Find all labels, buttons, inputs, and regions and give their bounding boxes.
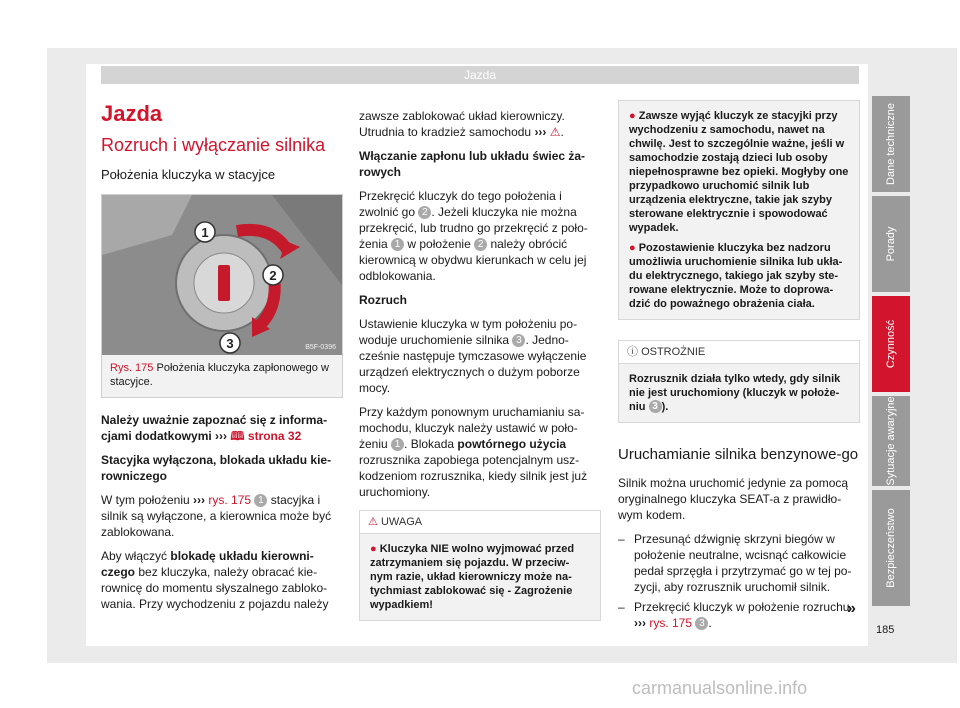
figure-caption bbox=[102, 355, 342, 397]
warning-header bbox=[360, 511, 600, 534]
caution-body bbox=[619, 364, 859, 422]
text: rozrusznika zapobiega potencjalnym usz-kodzeniom rozrusznika, kiedy silnik jest już uruchomiony. bbox=[359, 453, 588, 499]
list-text: . bbox=[708, 616, 712, 630]
heading-ignition: Włączanie zapłonu lub układu świec ża-rowych bbox=[359, 149, 586, 179]
para-restart bbox=[359, 404, 601, 500]
list-item bbox=[618, 599, 860, 631]
note-text: Należy uważnie zapoznać się z informa-cjami dodatkowymi bbox=[101, 413, 328, 443]
position-badge: 1 bbox=[254, 494, 267, 507]
dash: – bbox=[618, 532, 625, 546]
fig-ref-link[interactable]: rys. 175 bbox=[649, 616, 693, 630]
position-badge: 3 bbox=[512, 334, 525, 347]
see-also-note bbox=[101, 412, 341, 444]
position-badge: 2 bbox=[474, 238, 487, 251]
section-heading-petrol: Uruchamianie silnika benzynowe-go bbox=[618, 446, 859, 463]
para-continued: zawsze zablokować układ kierowniczy. Utrudnia to kradzież samochodu ››› ⚠. bbox=[359, 109, 565, 139]
arrows: ››› bbox=[634, 616, 646, 630]
text: zawsze zablokować układ kierowniczy. Utrudnia to kradzież samochodu bbox=[359, 109, 565, 139]
warning-text: Pozostawienie kluczyka bez nadzoru umożliwia uruchomienie silnika lub ukła-du elektrycznego, takiego jak szyby ste-rowane elektrycznie. Może to doprowa-dzić do poważnego obrażenia ciała. bbox=[629, 242, 843, 310]
text: Przekręcić kluczyk do tego położenia i zwolnić go bbox=[359, 189, 562, 219]
marker-2-label: 2 bbox=[269, 268, 277, 283]
column-3 bbox=[618, 100, 860, 635]
caution-header bbox=[619, 341, 859, 364]
text: . Jeżeli kluczyka nie można przekręcić, lub trudno go przekręcić z poło-żenia bbox=[359, 205, 588, 251]
para-lock bbox=[101, 492, 341, 540]
arrows: ››› bbox=[193, 493, 206, 507]
section-title: Rozruch i wyłączanie silnika bbox=[101, 135, 326, 155]
para-ignition bbox=[359, 188, 601, 284]
warning-box-continued bbox=[618, 100, 860, 320]
warning-text: Zawsze wyjąć kluczyk ze stacyjki przy wychodzeniu z samochodu, nawet na chwilę. Jest to szczególnie ważne, jeśli w samochodzie zostają dzieci lub osoby niepełnosprawne bez opieki. Mogłyby one przypadkowo uruchomić silnik lub urządzenia elektryczne, takie jak szyby sterowane elektrycznie i spowodować wypadek. bbox=[629, 110, 849, 234]
text: Ustawienie kluczyka w tym położeniu po-woduje uruchomienie silnika bbox=[359, 317, 578, 347]
tab-sytuacje-awaryjne[interactable] bbox=[872, 396, 910, 486]
tab-label: Dane techniczne bbox=[885, 103, 897, 185]
note-ref-link[interactable]: strona 32 bbox=[247, 429, 302, 443]
text: należy obrócić kierownicą w obydwu kierunkach w celu jej odblokowania. bbox=[359, 237, 587, 283]
figure-caption-text: Położenia kluczyka zapłonowego w stacyjce. bbox=[110, 362, 329, 388]
page-header: Jazda bbox=[101, 66, 859, 84]
text: . Blokada bbox=[404, 437, 455, 451]
bold-text: blokadę układu kierowni-czego bbox=[101, 549, 314, 579]
warning-triangle-icon: ⚠ bbox=[368, 516, 378, 528]
list-item bbox=[618, 531, 860, 595]
para-steering-lock bbox=[101, 548, 341, 612]
page-number: 185 bbox=[876, 624, 895, 636]
list-text: Przekręcić kluczyk w położenie rozruchu bbox=[634, 600, 850, 614]
text: . Jedno-cześnie następuje tymczasowe wyłączenie urządzeń elektrycznych o dużym poborze mocy. bbox=[359, 333, 587, 395]
ignition-diagram bbox=[102, 195, 342, 355]
subsection-title: Położenia kluczyka w stacyjce bbox=[101, 167, 276, 182]
list-text: Przesunąć dźwignię skrzyni biegów w położenie neutralne, wcisnąć całkowicie pedał sprzęgła i przytrzymać go w tej po-zycji, aby rozrusznik uruchomił silnik. bbox=[634, 532, 852, 594]
warning-box bbox=[359, 510, 601, 621]
tab-label: Bezpieczeństwo bbox=[885, 508, 897, 588]
marker-1-label: 1 bbox=[201, 225, 209, 240]
tab-czynnosc[interactable] bbox=[872, 296, 910, 392]
warning-text: Kluczyka NIE wolno wyjmować przed zatrzymaniem się pojazdu. W przeciw-nym razie, układ kierowniczy może na-tychmiast zablokować się - Zagrożenie wypadkiem! bbox=[370, 543, 575, 611]
tab-bezpieczenstwo[interactable] bbox=[872, 490, 910, 606]
continue-chevron: » bbox=[847, 600, 856, 617]
bullet-icon: ● bbox=[370, 543, 377, 555]
position-badge: 3 bbox=[695, 617, 708, 630]
text: w położenie bbox=[407, 237, 471, 251]
caution-text: ). bbox=[661, 401, 669, 413]
marker-3-label: 3 bbox=[226, 336, 234, 351]
warning-bullet-2 bbox=[629, 241, 849, 311]
figure-175 bbox=[101, 194, 343, 398]
position-badge: 1 bbox=[391, 438, 404, 451]
column-1 bbox=[101, 96, 341, 620]
text: W tym położeniu bbox=[101, 493, 190, 507]
text: Aby włączyć bbox=[101, 549, 168, 563]
caution-text: Rozrusznik działa tylko wtedy, gdy silnik nie jest uruchomiony (kluczyk w położe-niu bbox=[629, 373, 841, 413]
tab-label: Czynność bbox=[885, 319, 897, 369]
warning-triangle-icon: ⚠ bbox=[549, 125, 561, 139]
position-badge: 1 bbox=[391, 238, 404, 251]
bullet-icon: ● bbox=[629, 110, 636, 122]
fig-ref-link[interactable]: rys. 175 bbox=[208, 493, 252, 507]
caution-label: OSTROŻNIE bbox=[641, 346, 706, 358]
book-icon: 🕮 bbox=[230, 429, 245, 443]
caution-box bbox=[618, 340, 860, 423]
tab-label: Porady bbox=[885, 226, 897, 262]
para-heading-lock: Stacyjka wyłączona, blokada układu kie-rowniczego bbox=[101, 453, 332, 483]
column-2 bbox=[359, 108, 601, 621]
figure-ref: Rys. 175 bbox=[110, 362, 154, 374]
warning-bullet-1 bbox=[629, 109, 849, 235]
para-petrol: Silnik można uruchomić jedynie za pomocą oryginalnego kluczyka SEAT-a z prawidło-wym kodem. bbox=[618, 476, 849, 522]
warning-label: UWAGA bbox=[380, 516, 423, 528]
position-badge: 3 bbox=[649, 400, 662, 413]
text: Przy każdym ponownym uruchamianiu sa-mochodu, kluczyk należy ustawić w poło-żeniu bbox=[359, 405, 585, 451]
note-arrows: ››› bbox=[215, 429, 228, 443]
arrows: ››› bbox=[534, 125, 547, 139]
text: stacyjka i silnik są wyłączone, a kierownica może być zablokowana. bbox=[101, 493, 332, 539]
text: bez kluczyka, należy obracać kie-rownicę do momentu słyszalnego zabloko-wania. Przy wychodzeniu z pojazdu należy bbox=[101, 565, 329, 611]
warning-body bbox=[360, 534, 600, 620]
heading-start: Rozruch bbox=[359, 293, 407, 307]
chapter-title: Jazda bbox=[101, 101, 163, 126]
bullet-icon: ● bbox=[629, 242, 636, 254]
bold-text: powtórnego użycia bbox=[457, 437, 567, 451]
info-circle-icon: ⓘ bbox=[627, 346, 638, 358]
tab-porady[interactable] bbox=[872, 196, 910, 292]
para-start bbox=[359, 316, 601, 396]
watermark: carmanualsonline.info bbox=[632, 678, 808, 698]
tab-label: Sytuacje awaryjne bbox=[885, 396, 897, 486]
dash: – bbox=[618, 600, 625, 614]
ignition-key-illustration bbox=[102, 195, 342, 355]
tab-dane-techniczne[interactable] bbox=[872, 96, 910, 192]
figure-code: B5F-0396 bbox=[305, 344, 336, 351]
position-badge: 2 bbox=[418, 206, 431, 219]
